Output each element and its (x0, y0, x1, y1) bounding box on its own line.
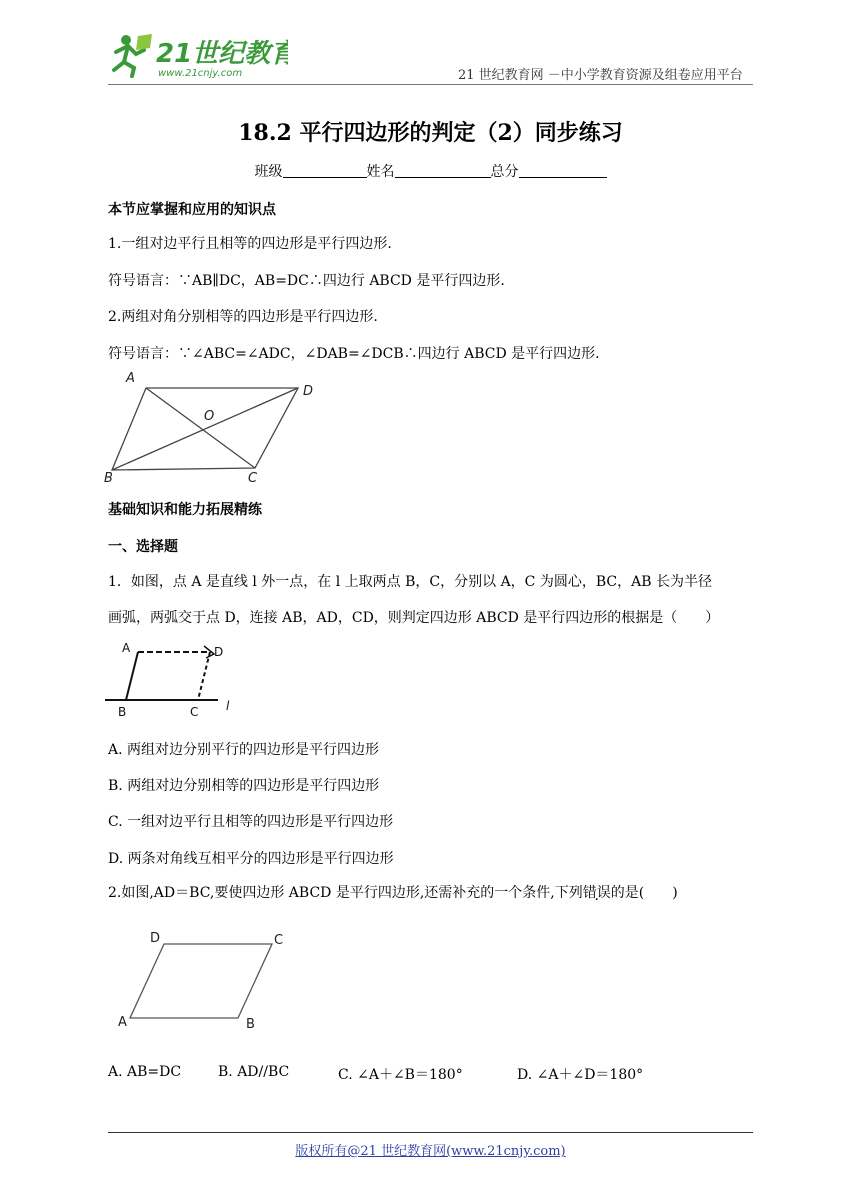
score-label: 总分 (490, 164, 519, 180)
parallelogram-diagonals-figure (100, 368, 330, 486)
logo-runner-icon (108, 30, 288, 82)
q2-option-d: D. ∠A＋∠D＝180° (517, 1067, 644, 1083)
q1-option-c: C. 一组对边平行且相等的四边形是平行四边形 (108, 814, 394, 830)
q2-label-d: D (150, 931, 161, 946)
q1-label-d: D (214, 645, 224, 659)
q1-label-b: B (118, 705, 127, 719)
label-o: O (204, 409, 215, 424)
q2-parallelogram (130, 944, 272, 1018)
q1-option-d: D. 两条对角线互相平分的四边形是平行四边形 (108, 851, 394, 867)
knowledge-symbol-1: 符号语言：∵AB∥DC，AB=DC∴四边行 ABCD 是平行四边形. (108, 273, 505, 289)
name-blank (395, 163, 491, 178)
segment-cd (198, 652, 210, 700)
q2-label-a: A (118, 1015, 127, 1030)
q1-label-a: A (122, 641, 131, 655)
label-c: C (248, 471, 258, 486)
label-b: B (104, 471, 113, 486)
page-title: 18.2 平行四边形的判定（2）同步练习 (238, 120, 623, 146)
q1-option-b: B. 两组对边分别相等的四边形是平行四边形 (108, 778, 380, 794)
diagonal-bd (112, 388, 298, 470)
knowledge-symbol-2: 符号语言：∵∠ABC=∠ADC，∠DAB=∠DCB∴四边行 ABCD 是平行四边形. (108, 346, 600, 362)
question-2-figure (112, 926, 302, 1034)
question-1-figure (100, 636, 250, 722)
knowledge-heading: 本节应掌握和应用的知识点 (108, 202, 276, 218)
label-a: A (126, 371, 135, 386)
q2-option-a: A. AB=DC (108, 1064, 182, 1080)
class-blank (283, 163, 367, 178)
q2-label-c: C (274, 933, 284, 948)
label-d: D (303, 384, 314, 399)
class-label: 班级 (254, 164, 283, 180)
footer-copyright-link[interactable]: 版权所有@21 世纪教育网(www.21cnjy.com) (295, 1144, 566, 1159)
name-label: 姓名 (366, 164, 395, 180)
q2-option-b: B. AD//BC (218, 1064, 290, 1080)
question-1-line-2: 画弧，两弧交于点 D，连接 AB，AD，CD，则判定四边形 ABCD 是平行四边形的根据是（ ） (108, 610, 720, 626)
knowledge-point-2: 2.两组对角分别相等的四边形是平行四边形. (108, 309, 378, 325)
section-choice-heading: 一、选择题 (108, 539, 178, 555)
knowledge-point-1: 1.一组对边平行且相等的四边形是平行四边形. (108, 236, 392, 252)
q2-text-after: 的是( ) (610, 885, 678, 901)
q2-emphasis: 错误 (582, 885, 611, 901)
q1-label-c: C (190, 705, 199, 719)
header-divider (108, 84, 753, 85)
logo (108, 30, 288, 82)
segment-ab (126, 652, 138, 700)
q2-text-before: 2.如图,AD＝BC,要使四边形 ABCD 是平行四边形,还需补充的一个条件,下列 (108, 885, 583, 901)
q1-label-l: l (226, 699, 230, 713)
question-1-line-1: 1．如图，点 A 是直线 l 外一点，在 l 上取两点 B，C，分别以 A，C 为圆心，BC，AB 长为半径 (108, 574, 712, 590)
diagonal-ac (146, 388, 255, 468)
q1-option-a: A. 两组对边分别平行的四边形是平行四边形 (108, 742, 380, 758)
student-info-line (0, 161, 861, 181)
header-platform-text: 21 世纪教育网 －中小学教育资源及组卷应用平台 (458, 68, 743, 83)
q2-label-b: B (246, 1017, 255, 1032)
logo-text: 21世纪教育 (156, 39, 288, 69)
footer-divider (108, 1132, 753, 1133)
q2-option-c: C. ∠A＋∠B＝180° (338, 1067, 463, 1083)
practice-heading: 基础知识和能力拓展精练 (108, 502, 262, 518)
question-2-text (108, 882, 678, 902)
logo-url: www.21cnjy.com (158, 68, 243, 79)
score-blank (519, 163, 607, 178)
